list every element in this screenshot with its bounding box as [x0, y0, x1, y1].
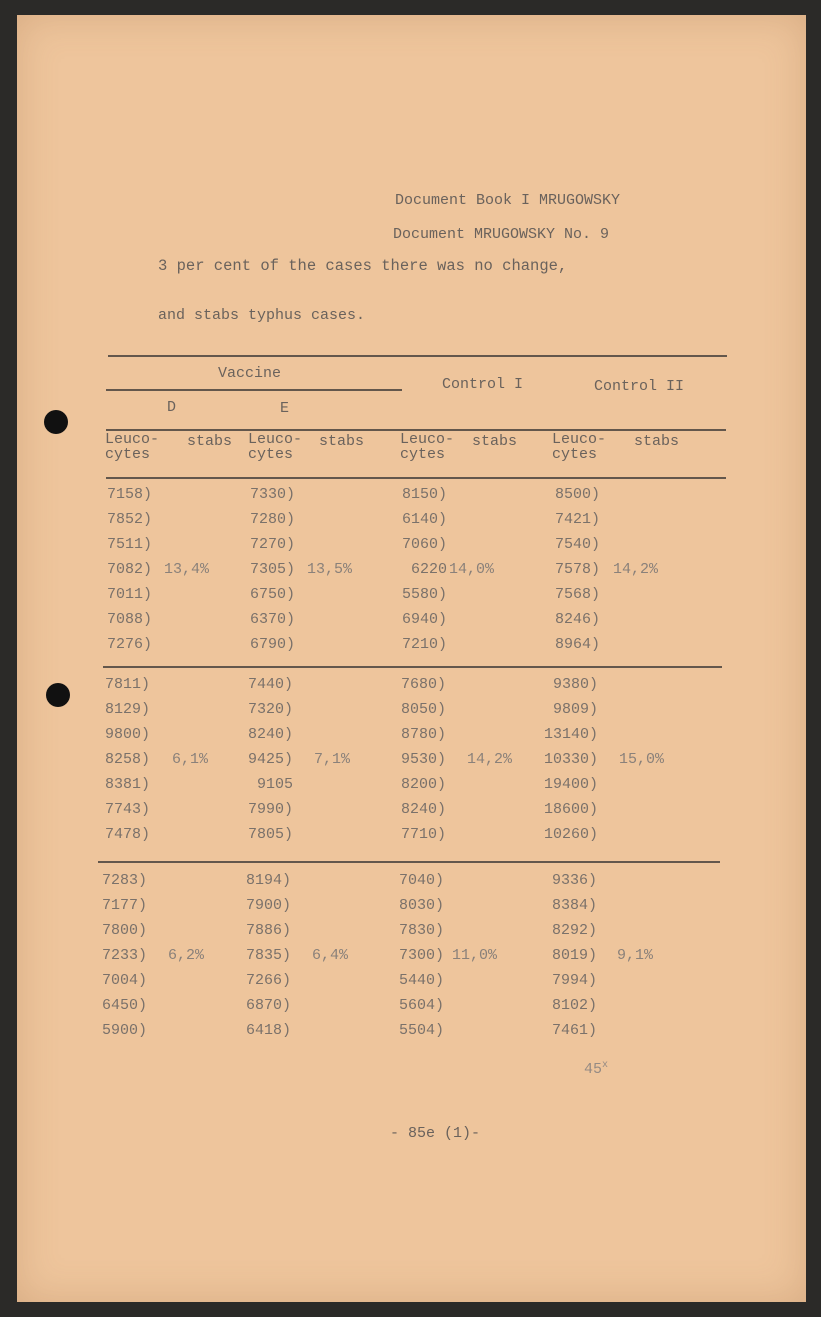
leucocyte-count-cell: 7710): [400, 826, 446, 843]
stabs-header: stabs: [319, 433, 365, 450]
vaccine-underline: [106, 389, 402, 391]
leucocyte-count-cell: 8240): [247, 726, 293, 743]
leucocyte-count-cell: 7088): [106, 611, 152, 628]
leucocyte-count-cell: 8194): [245, 872, 291, 889]
leucocyte-count-cell: 9530): [400, 751, 446, 768]
leucocyte-count-cell: 5440): [398, 972, 444, 989]
leucocyte-count-cell: 7233): [101, 947, 147, 964]
group-d-header: D: [167, 399, 177, 416]
leucocyte-count-cell: 5504): [398, 1022, 444, 1039]
stabs-percentage-cell: 6,1%: [172, 751, 209, 768]
leucocyte-count-cell: 7568): [554, 586, 600, 603]
leucocyte-count-cell: 8780): [400, 726, 446, 743]
leucocyte-count-cell: 8050): [400, 701, 446, 718]
leucocyte-count-cell: 9105: [256, 776, 293, 793]
leucocyte-count-cell: 8102): [551, 997, 597, 1014]
leucocyte-count-cell: 7330): [249, 486, 295, 503]
annotation-superscript: x: [602, 1060, 609, 1071]
leucocyte-count-cell: 6750): [249, 586, 295, 603]
leucocyte-count-cell: 7461): [551, 1022, 597, 1039]
leucocyte-count-cell: 7210): [401, 636, 447, 653]
leucocyte-count-cell: 7082): [106, 561, 152, 578]
leucocyte-count-cell: 7578): [554, 561, 600, 578]
group-separator: [103, 666, 722, 668]
leucocyte-count-cell: 8150): [401, 486, 447, 503]
leucocyte-count-cell: 8129): [104, 701, 150, 718]
leucocyte-count-cell: 7440): [247, 676, 293, 693]
leucocyte-count-cell: 5900): [101, 1022, 147, 1039]
leucocyte-count-cell: 6450): [101, 997, 147, 1014]
stabs-percentage-cell: 6,4%: [312, 947, 349, 964]
leucocyte-count-cell: 8240): [400, 801, 446, 818]
leucocyte-count-cell: 8200): [400, 776, 446, 793]
cytes-header: cytes: [105, 446, 151, 463]
leucocyte-count-cell: 7811): [104, 676, 150, 693]
leucocyte-count-cell: 5580): [401, 586, 447, 603]
cytes-header: cytes: [400, 446, 446, 463]
leucocyte-count-cell: 7300): [398, 947, 444, 964]
leucocyte-count-cell: 7743): [104, 801, 150, 818]
leucocyte-count-cell: 6940): [401, 611, 447, 628]
leucocyte-count-cell: 6370): [249, 611, 295, 628]
leucocyte-count-cell: 8019): [551, 947, 597, 964]
leucocyte-count-cell: 7886): [245, 922, 291, 939]
leucocyte-count-cell: 8381): [104, 776, 150, 793]
leucocyte-count-cell: 7540): [554, 536, 600, 553]
stabs-percentage-cell: 14,2%: [467, 751, 513, 768]
leucocyte-count-cell: 9380): [552, 676, 598, 693]
leucocyte-count-cell: 6140): [401, 511, 447, 528]
leucocyte-count-cell: 8384): [551, 897, 597, 914]
leucocyte-count-cell: 5604): [398, 997, 444, 1014]
leucocyte-count-cell: 9800): [104, 726, 150, 743]
leucocyte-count-cell: 6790): [249, 636, 295, 653]
group-separator: [98, 861, 720, 863]
leucocyte-count-cell: 7004): [101, 972, 147, 989]
punch-hole: [44, 410, 68, 434]
leucocyte-count-cell: 7011): [106, 586, 152, 603]
control1-header: Control I: [442, 376, 524, 393]
leucocyte-count-cell: 6870): [245, 997, 291, 1014]
leucocyte-count-cell: 7280): [249, 511, 295, 528]
leucocyte-count-cell: 6418): [245, 1022, 291, 1039]
leucocyte-count-cell: 7800): [101, 922, 147, 939]
leucocyte-count-cell: 7852): [106, 511, 152, 528]
leucocyte-count-cell: 7835): [245, 947, 291, 964]
leucocyte-count-cell: 8246): [554, 611, 600, 628]
leucocyte-count-cell: 8258): [104, 751, 150, 768]
leucocyte-count-cell: 8030): [398, 897, 444, 914]
stabs-header: stabs: [472, 433, 518, 450]
document-book-heading: Document Book I MRUGOWSKY: [395, 192, 621, 209]
leucocyte-count-cell: 7305): [249, 561, 295, 578]
stabs-header: stabs: [187, 433, 233, 450]
leucocyte-count-cell: 7511): [106, 536, 152, 553]
document-number-heading: Document MRUGOWSKY No. 9: [393, 226, 610, 243]
handwritten-annotation: [584, 1058, 608, 1078]
body-text-line: 3 per cent of the cases there was no change,: [158, 257, 568, 275]
stabs-header: stabs: [634, 433, 680, 450]
leucocyte-count-cell: 7421): [554, 511, 600, 528]
stabs-percentage-cell: 14,0%: [449, 561, 495, 578]
leucocyte-count-cell: 9336): [551, 872, 597, 889]
leucocyte-count-cell: 7040): [398, 872, 444, 889]
leucocyte-count-cell: 7900): [245, 897, 291, 914]
leucocyte-count-cell: 19400): [543, 776, 598, 793]
leuco-header: Leuco-: [552, 431, 607, 448]
leucocyte-count-cell: 7276): [106, 636, 152, 653]
control2-header: Control II: [594, 378, 685, 395]
stabs-percentage-cell: 13,5%: [307, 561, 353, 578]
leucocyte-count-cell: 6220: [410, 561, 447, 578]
leucocyte-count-cell: 7680): [400, 676, 446, 693]
leucocyte-count-cell: 13140): [543, 726, 598, 743]
table-rule: [108, 355, 727, 357]
leucocyte-count-cell: 7990): [247, 801, 293, 818]
leucocyte-count-cell: 7158): [106, 486, 152, 503]
leucocyte-count-cell: 7283): [101, 872, 147, 889]
leucocyte-count-cell: 7320): [247, 701, 293, 718]
leucocyte-count-cell: 8500): [554, 486, 600, 503]
leucocyte-count-cell: 7830): [398, 922, 444, 939]
leucocyte-count-cell: 18600): [543, 801, 598, 818]
stabs-percentage-cell: 11,0%: [452, 947, 498, 964]
leucocyte-count-cell: 8964): [554, 636, 600, 653]
leucocyte-count-cell: 7177): [101, 897, 147, 914]
stabs-percentage-cell: 14,2%: [613, 561, 659, 578]
group-e-header: E: [280, 400, 290, 417]
annotation-number: 45: [584, 1061, 603, 1078]
leucocyte-count-cell: 7270): [249, 536, 295, 553]
leuco-header: Leuco-: [248, 431, 303, 448]
leucocyte-count-cell: 9425): [247, 751, 293, 768]
stabs-percentage-cell: 15,0%: [619, 751, 665, 768]
body-text-line: and stabs typhus cases.: [158, 307, 366, 324]
leucocyte-count-cell: 10330): [543, 751, 598, 768]
page-number: - 85e (1)-: [390, 1125, 481, 1142]
punch-hole: [46, 683, 70, 707]
stabs-percentage-cell: 7,1%: [314, 751, 351, 768]
leucocyte-count-cell: 7060): [401, 536, 447, 553]
cytes-header: cytes: [552, 446, 598, 463]
leucocyte-count-cell: 7266): [245, 972, 291, 989]
leuco-header: Leuco-: [400, 431, 455, 448]
leucocyte-count-cell: 7994): [551, 972, 597, 989]
stabs-percentage-cell: 6,2%: [168, 947, 205, 964]
leucocyte-count-cell: 8292): [551, 922, 597, 939]
cytes-header: cytes: [248, 446, 294, 463]
leucocyte-count-cell: 10260): [543, 826, 598, 843]
leucocyte-count-cell: 9809): [552, 701, 598, 718]
leuco-header: Leuco-: [105, 431, 160, 448]
table-rule: [106, 477, 726, 479]
leucocyte-count-cell: 7805): [247, 826, 293, 843]
stabs-percentage-cell: 13,4%: [164, 561, 210, 578]
stabs-percentage-cell: 9,1%: [617, 947, 654, 964]
vaccine-header: Vaccine: [218, 365, 282, 382]
leucocyte-count-cell: 7478): [104, 826, 150, 843]
